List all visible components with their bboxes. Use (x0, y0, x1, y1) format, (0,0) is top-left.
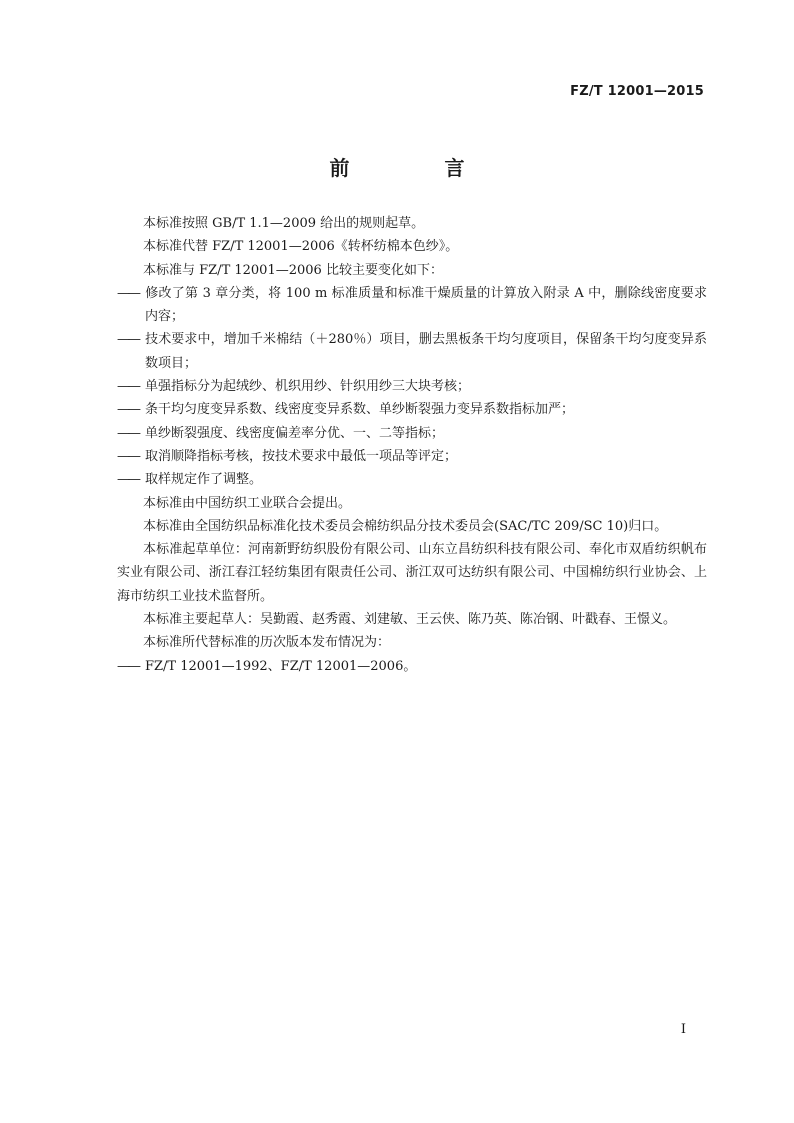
paragraph: 本标准起草单位：河南新野纺织股份有限公司、山东立昌纺织科技有限公司、奉化市双盾纺织帆布实业有限公司、浙江春江轻纺集团有限责任公司、浙江双可达纺织有限公司、中国棉纺织行业协会、上海市纺织工业技术监督所。 (117, 542, 707, 604)
list-item-text: 修改了第 3 章分类，将 100 m 标准质量和标准干燥质量的计算放入附录 A 中，删除线密度要求内容； (145, 285, 707, 325)
paragraph: 本标准代替 FZ/T 12001—2006《转杯纺棉本色纱》。 (143, 239, 459, 255)
paragraph: 本标准由中国纺织工业联合会提出。 (143, 495, 352, 511)
list-item-text: 技术要求中，增加千米棉结（＋280％）项目，删去黑板条干均匀度项目，保留条干均匀度变异系数项目； (145, 332, 707, 371)
list-marker: —— (117, 658, 139, 674)
list-marker: —— (117, 379, 139, 395)
list-item (117, 655, 707, 678)
list-item-text: 单强指标分为起绒纱、机织用纱、针织用纱三大块考核； (145, 379, 471, 395)
list-item (117, 445, 707, 468)
paragraph: 本标准与 FZ/T 12001—2006 比较主要变化如下： (143, 262, 443, 278)
list-item-text: 取样规定作了调整。 (145, 472, 263, 488)
document-body (117, 212, 707, 678)
page-number: I (680, 1022, 686, 1037)
list-item (117, 328, 707, 375)
page-title: 前 言 (329, 156, 509, 180)
list-item-text: 条干均匀度变异系数、线密度变异系数、单纱断裂强力变异系数指标加严； (145, 402, 575, 418)
list-item (117, 282, 707, 329)
paragraph: 本标准由全国纺织品标准化技术委员会棉纺织品分技术委员会(SAC/TC 209/SC 10)归口。 (143, 518, 668, 534)
list-marker: —— (117, 402, 139, 418)
list-item-text: 取消顺降指标考核，按技术要求中最低一项品等评定； (145, 448, 458, 464)
list-marker: —— (117, 285, 139, 301)
list-marker: —— (117, 425, 139, 441)
standard-code: FZ/T 12001—2015 (570, 84, 704, 99)
list-item (117, 422, 707, 445)
list-item-text: FZ/T 12001—1992、FZ/T 12001—2006。 (145, 658, 417, 674)
list-item (117, 398, 707, 421)
list-marker: —— (117, 332, 139, 348)
paragraph: 本标准按照 GB/T 1.1—2009 给出的规则起草。 (143, 216, 425, 231)
list-item (117, 468, 707, 491)
list-marker: —— (117, 448, 139, 464)
paragraph: 本标准主要起草人：吴勤霞、赵秀霞、刘建敏、王云侠、陈乃英、陈冶钢、叶戳春、王憬义。 (143, 612, 677, 628)
list-item-text: 单纱断裂强度、线密度偏差率分优、一、二等指标； (145, 425, 445, 441)
list-marker: —— (117, 472, 139, 488)
list-item (117, 375, 707, 398)
paragraph: 本标准所代替标准的历次版本发布情况为： (143, 635, 391, 651)
